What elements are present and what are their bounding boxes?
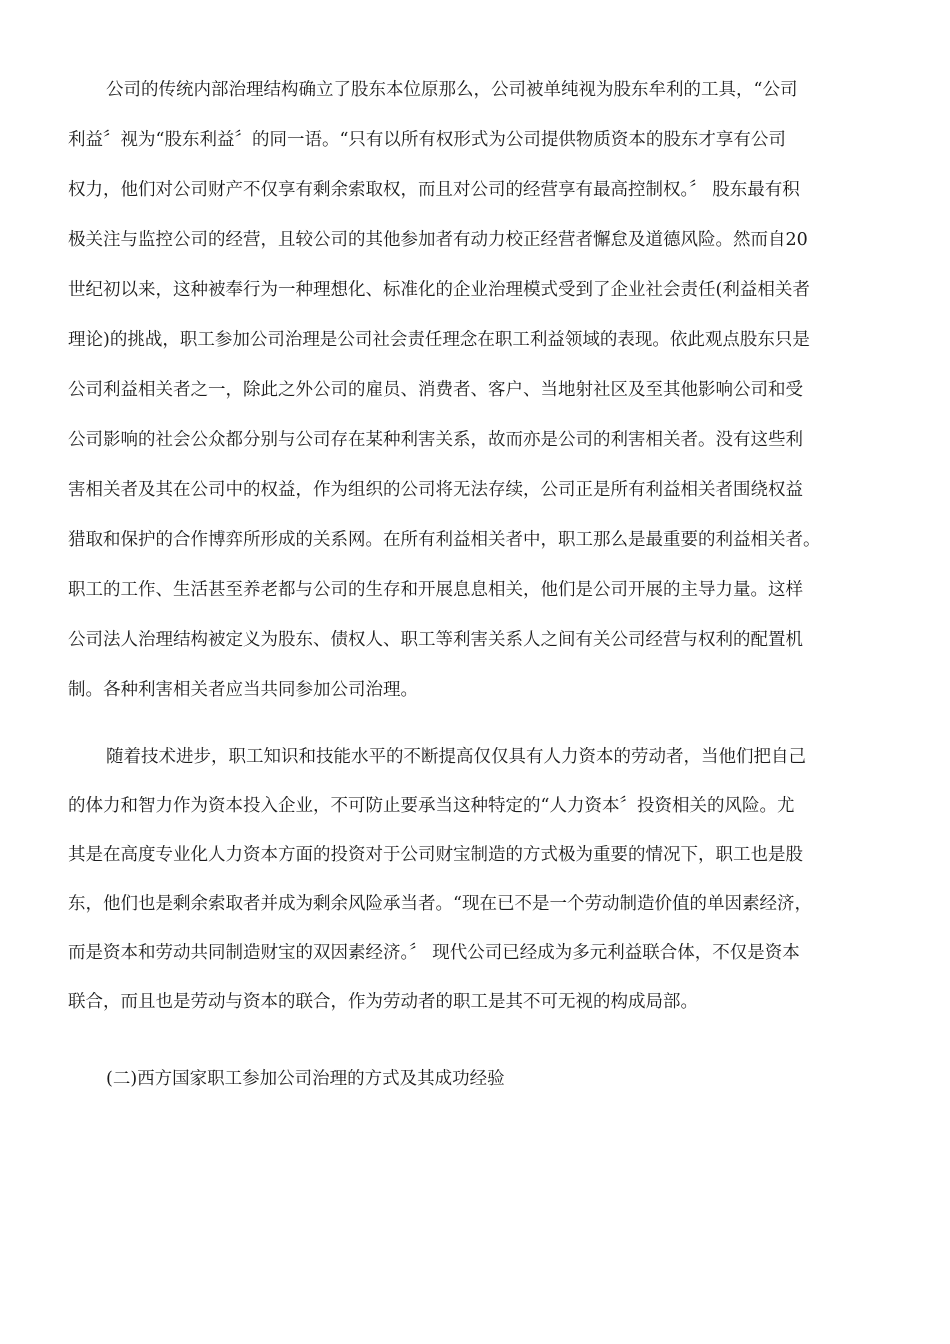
paragraph-line: 猎取和保护的合作博弈所形成的关系网。在所有利益相关者中，职工那么是最重要的利益相关者。 bbox=[68, 530, 821, 550]
paragraph-line: 的体力和智力作为资本投入企业，不可防止要承当这种特定的“人力资本〞投资相关的风险。尤 bbox=[68, 796, 795, 816]
paragraph-line: 而是资本和劳动共同制造财宝的双因素经济。〞 现代公司已经成为多元利益联合体，不仅是资本 bbox=[68, 943, 800, 963]
paragraph-line: 公司利益相关者之一，除此之外公司的雇员、消费者、客户、当地射社区及至其他影响公司和受 bbox=[68, 380, 803, 400]
paragraph-line: 职工的工作、生活甚至养老都与公司的生存和开展息息相关，他们是公司开展的主导力量。这样 bbox=[68, 580, 803, 600]
paragraph-line: 随着技术进步，职工知识和技能水平的不断提高仅仅具有人力资本的劳动者，当他们把自己 bbox=[106, 747, 806, 767]
paragraph-line: 其是在高度专业化人力资本方面的投资对于公司财宝制造的方式极为重要的情况下，职工也是股 bbox=[68, 845, 803, 865]
paragraph-line: 世纪初以来，这种被奉行为一种理想化、标准化的企业治理模式受到了企业社会责任(利益相关者 bbox=[68, 280, 810, 300]
paragraph-line: 极关注与监控公司的经营，且较公司的其他参加者有动力校正经营者懈怠及道德风险。然而自20 bbox=[68, 230, 808, 250]
paragraph-line: 东，他们也是剩余索取者并成为剩余风险承当者。“现在已不是一个劳动制造价值的单因素经济， bbox=[68, 894, 812, 914]
paragraph-line: 害相关者及其在公司中的权益，作为组织的公司将无法存续，公司正是所有利益相关者围绕权益 bbox=[68, 480, 803, 500]
section-heading: (二)西方国家职工参加公司治理的方式及其成功经验 bbox=[106, 1069, 505, 1089]
paragraph-line: 公司的传统内部治理结构确立了股东本位原那么，公司被单纯视为股东牟利的工具，“公司 bbox=[106, 80, 798, 100]
paragraph-line: 利益〞视为“股东利益〞的同一语。“只有以所有权形式为公司提供物质资本的股东才享有公司 bbox=[68, 130, 786, 150]
paragraph-line: 公司法人治理结构被定义为股东、债权人、职工等利害关系人之间有关公司经营与权利的配置机 bbox=[68, 630, 803, 650]
paragraph-line: 制。各种利害相关者应当共同参加公司治理。 bbox=[68, 680, 418, 700]
paragraph-line: 公司影响的社会公众都分别与公司存在某种利害关系，故而亦是公司的利害相关者。没有这些利 bbox=[68, 430, 803, 450]
paragraph-line: 联合，而且也是劳动与资本的联合，作为劳动者的职工是其不可无视的构成局部。 bbox=[68, 992, 698, 1012]
paragraph-line: 理论)的挑战，职工参加公司治理是公司社会责任理念在职工利益领域的表现。依此观点股东只是 bbox=[68, 330, 810, 350]
paragraph-line: 权力，他们对公司财产不仅享有剩余索取权，而且对公司的经营享有最高控制权。〞 股东最有积 bbox=[68, 180, 800, 200]
